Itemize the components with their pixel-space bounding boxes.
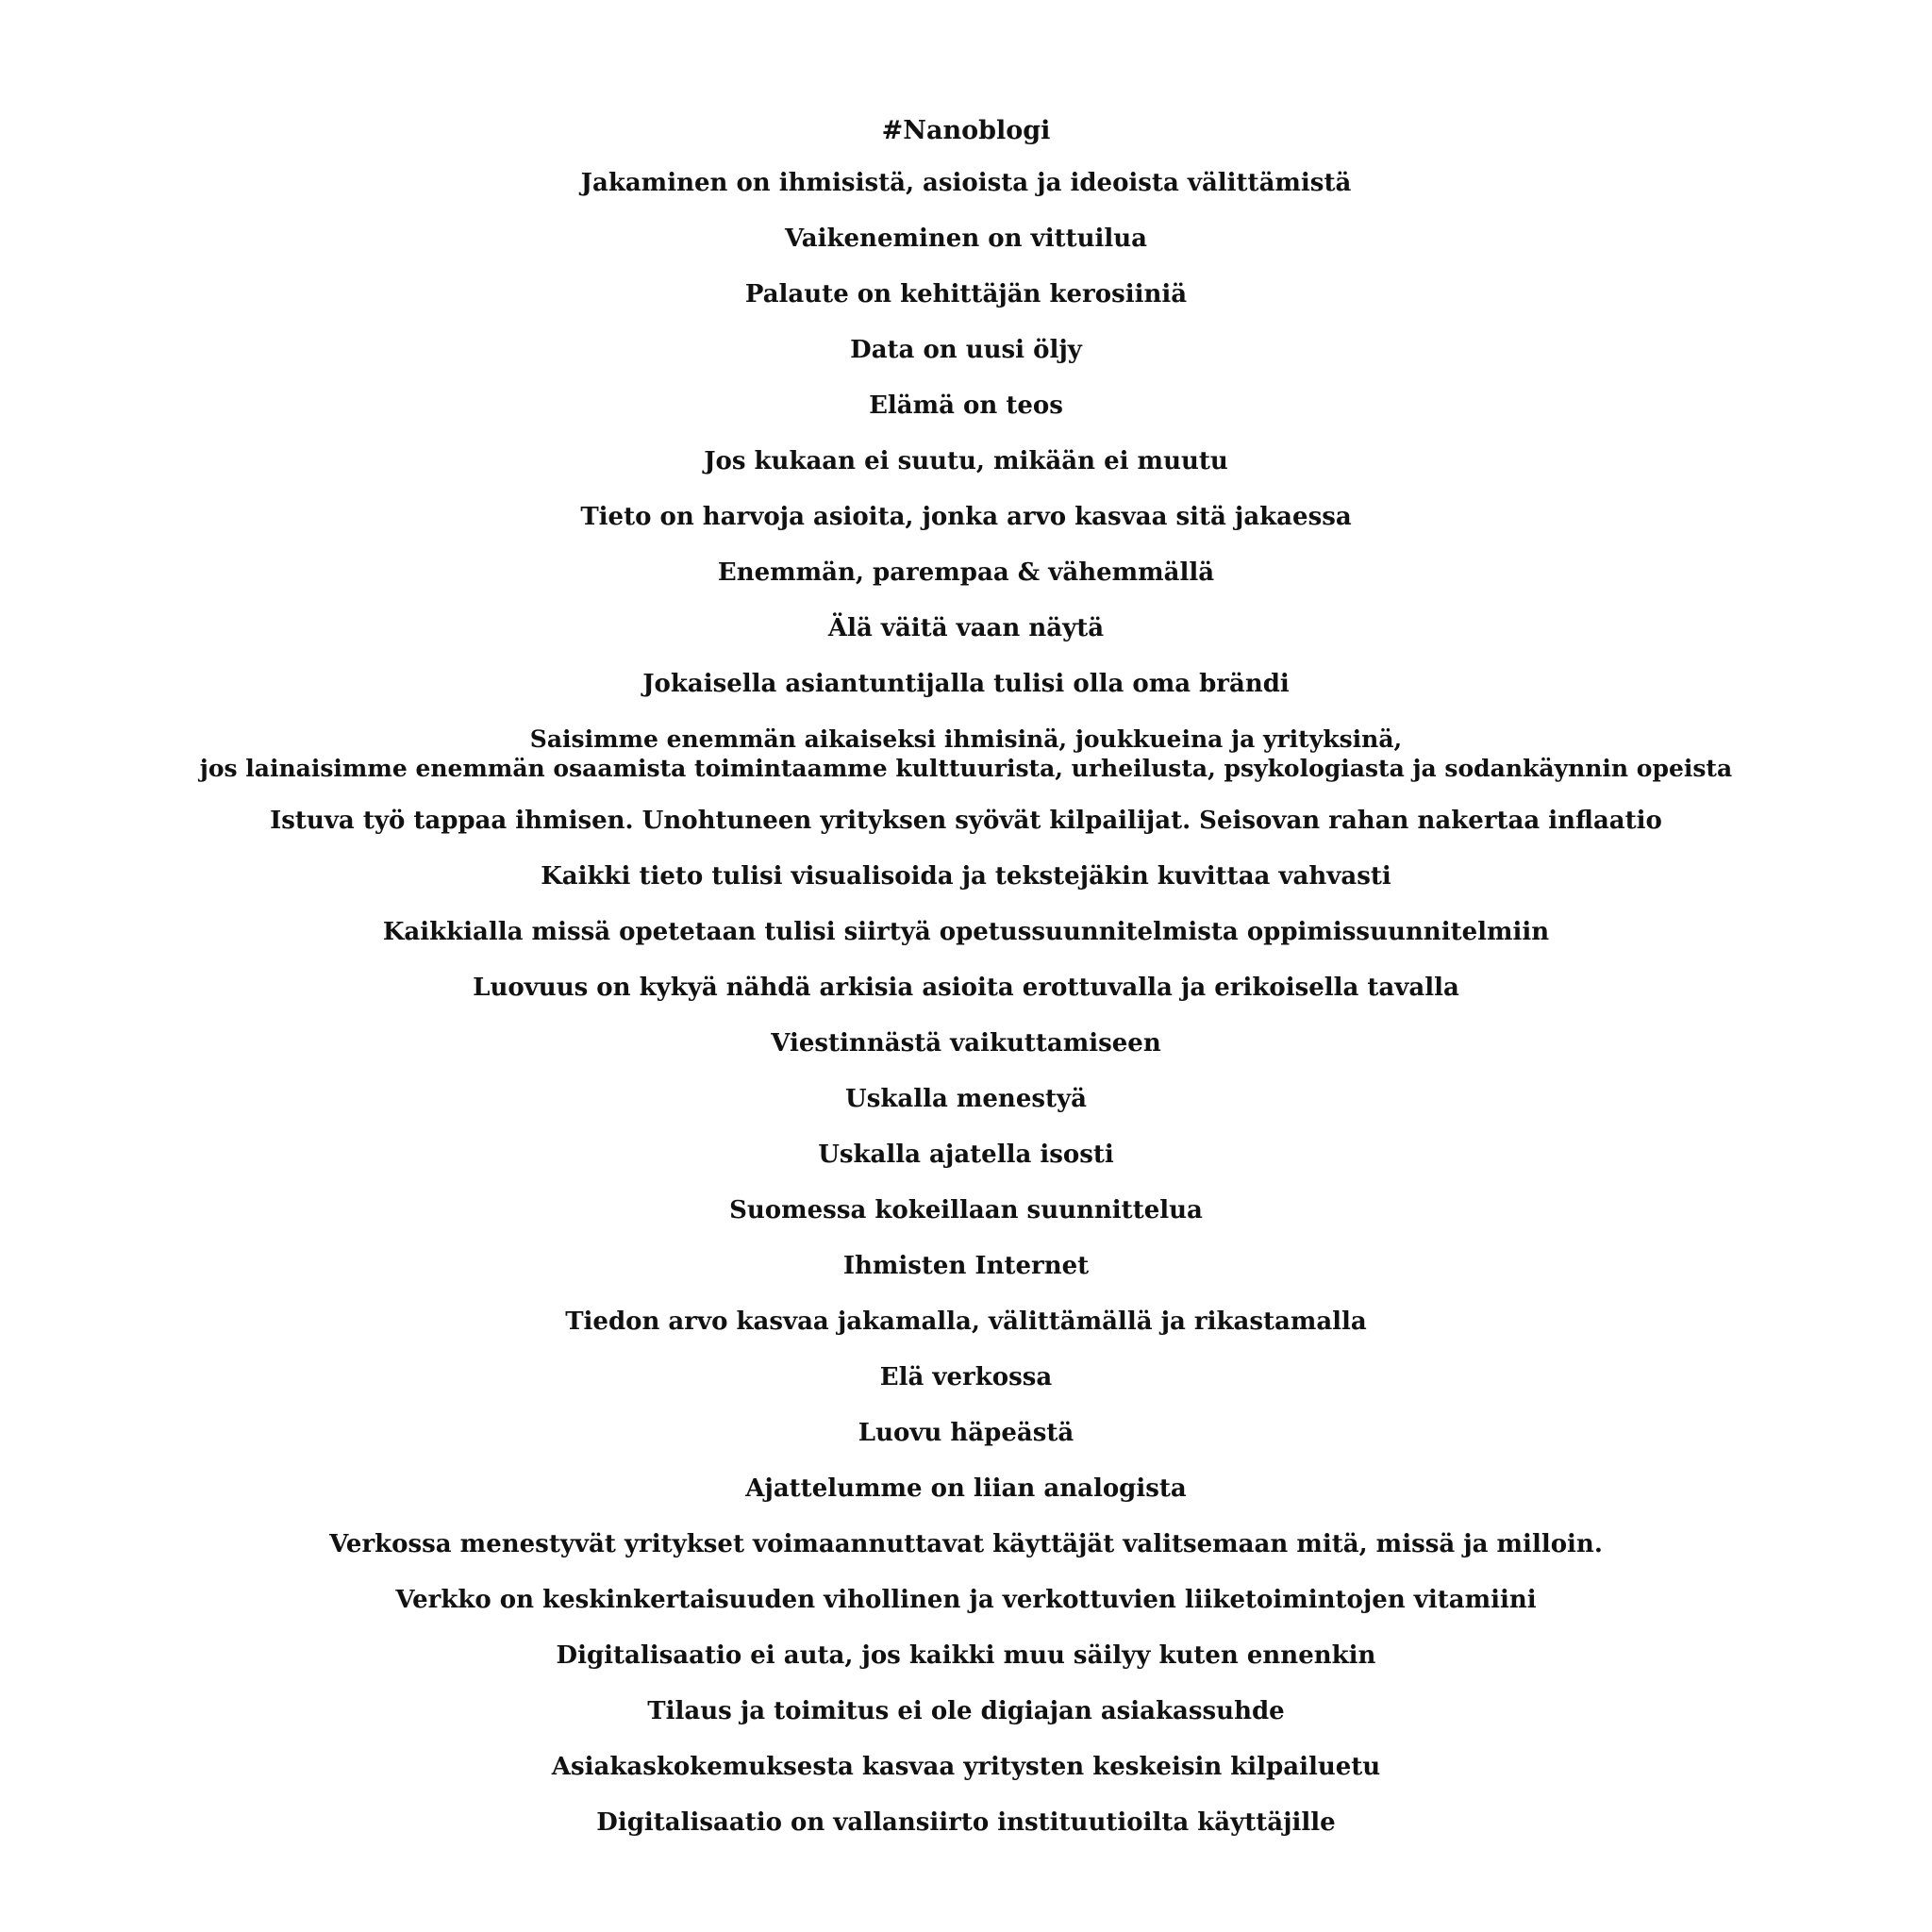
- quote-item: Ihmisten Internet: [842, 1252, 1090, 1280]
- quote-item: Vaikeneminen on vittuilua: [784, 225, 1147, 253]
- quote-item: Kaikkialla missä opetetaan tulisi siirtyä opetussuunnitelmista oppimissuunnitelmiin: [382, 918, 1550, 946]
- quote-item: Tilaus ja toimitus ei ole digiajan asiakassuhde: [647, 1697, 1285, 1725]
- quote-item: Uskalla ajatella isosti: [818, 1141, 1114, 1169]
- quote-item: Ajattelumme on liian analogista: [745, 1474, 1187, 1503]
- quote-list: [0, 168, 1932, 1839]
- quote-item: Verkossa menestyvät yritykset voimaannuttavat käyttäjät valitsemaan mitä, missä ja milloin.: [329, 1530, 1603, 1558]
- quote-item-multiline: [0, 724, 1932, 783]
- quote-line: jos lainaisimme enemmän osaamista toimintaamme kulttuurista, urheilusta, psykologiasta ja sodankäynnin opeista: [199, 755, 1733, 782]
- quote-item: Digitalisaatio on vallansiirto instituutioilta käyttäjille: [596, 1808, 1336, 1837]
- quote-item: Elä verkossa: [879, 1363, 1053, 1391]
- quote-item: Palaute on kehittäjän kerosiiniä: [744, 280, 1188, 308]
- quote-item: Luovu häpeästä: [858, 1419, 1074, 1447]
- quote-item: Asiakaskokemuksesta kasvaa yritysten keskeisin kilpailuetu: [551, 1753, 1381, 1781]
- quote-item: Elämä on teos: [869, 391, 1063, 420]
- quote-item: Jakaminen on ihmisistä, asioista ja ideoista välittämistä: [580, 169, 1352, 197]
- quote-item: Jokaisella asiantuntijalla tulisi olla oma brändi: [642, 670, 1290, 698]
- quote-item: Enemmän, parempaa & vähemmällä: [717, 558, 1215, 587]
- quote-item: Kaikki tieto tulisi visualisoida ja tekstejäkin kuvittaa vahvasti: [541, 862, 1391, 891]
- quote-item: Jos kukaan ei suutu, mikään ei muutu: [704, 447, 1228, 475]
- quote-line: Saisimme enemmän aikaiseksi ihmisinä, joukkueina ja yrityksinä,: [529, 725, 1403, 753]
- quote-item: Data on uusi öljy: [850, 336, 1082, 364]
- quote-item: Viestinnästä vaikuttamiseen: [771, 1029, 1161, 1058]
- quote-item: Luovuus on kykyä nähdä arkisia asioita erottuvalla ja erikoisella tavalla: [473, 974, 1459, 1002]
- document: [0, 113, 1932, 1863]
- quote-item: Verkko on keskinkertaisuuden vihollinen ja verkottuvien liiketoimintojen vitamiini: [395, 1586, 1537, 1614]
- quote-item: Uskalla menestyä: [845, 1085, 1087, 1113]
- quote-item: Istuva työ tappaa ihmisen. Unohtuneen yrityksen syövät kilpailijat. Seisovan rahan nakertaa inflaatio: [270, 807, 1662, 835]
- quote-item: Suomessa kokeillaan suunnittelua: [729, 1196, 1203, 1224]
- quote-item: Tieto on harvoja asioita, jonka arvo kasvaa sitä jakaessa: [580, 503, 1352, 531]
- quote-item: Digitalisaatio ei auta, jos kaikki muu säilyy kuten ennenkin: [556, 1641, 1376, 1670]
- quote-item: Tiedon arvo kasvaa jakamalla, välittämällä ja rikastamalla: [565, 1307, 1367, 1336]
- quote-item: Älä väitä vaan näytä: [827, 614, 1105, 642]
- page-title: #Nanoblogi: [881, 116, 1051, 145]
